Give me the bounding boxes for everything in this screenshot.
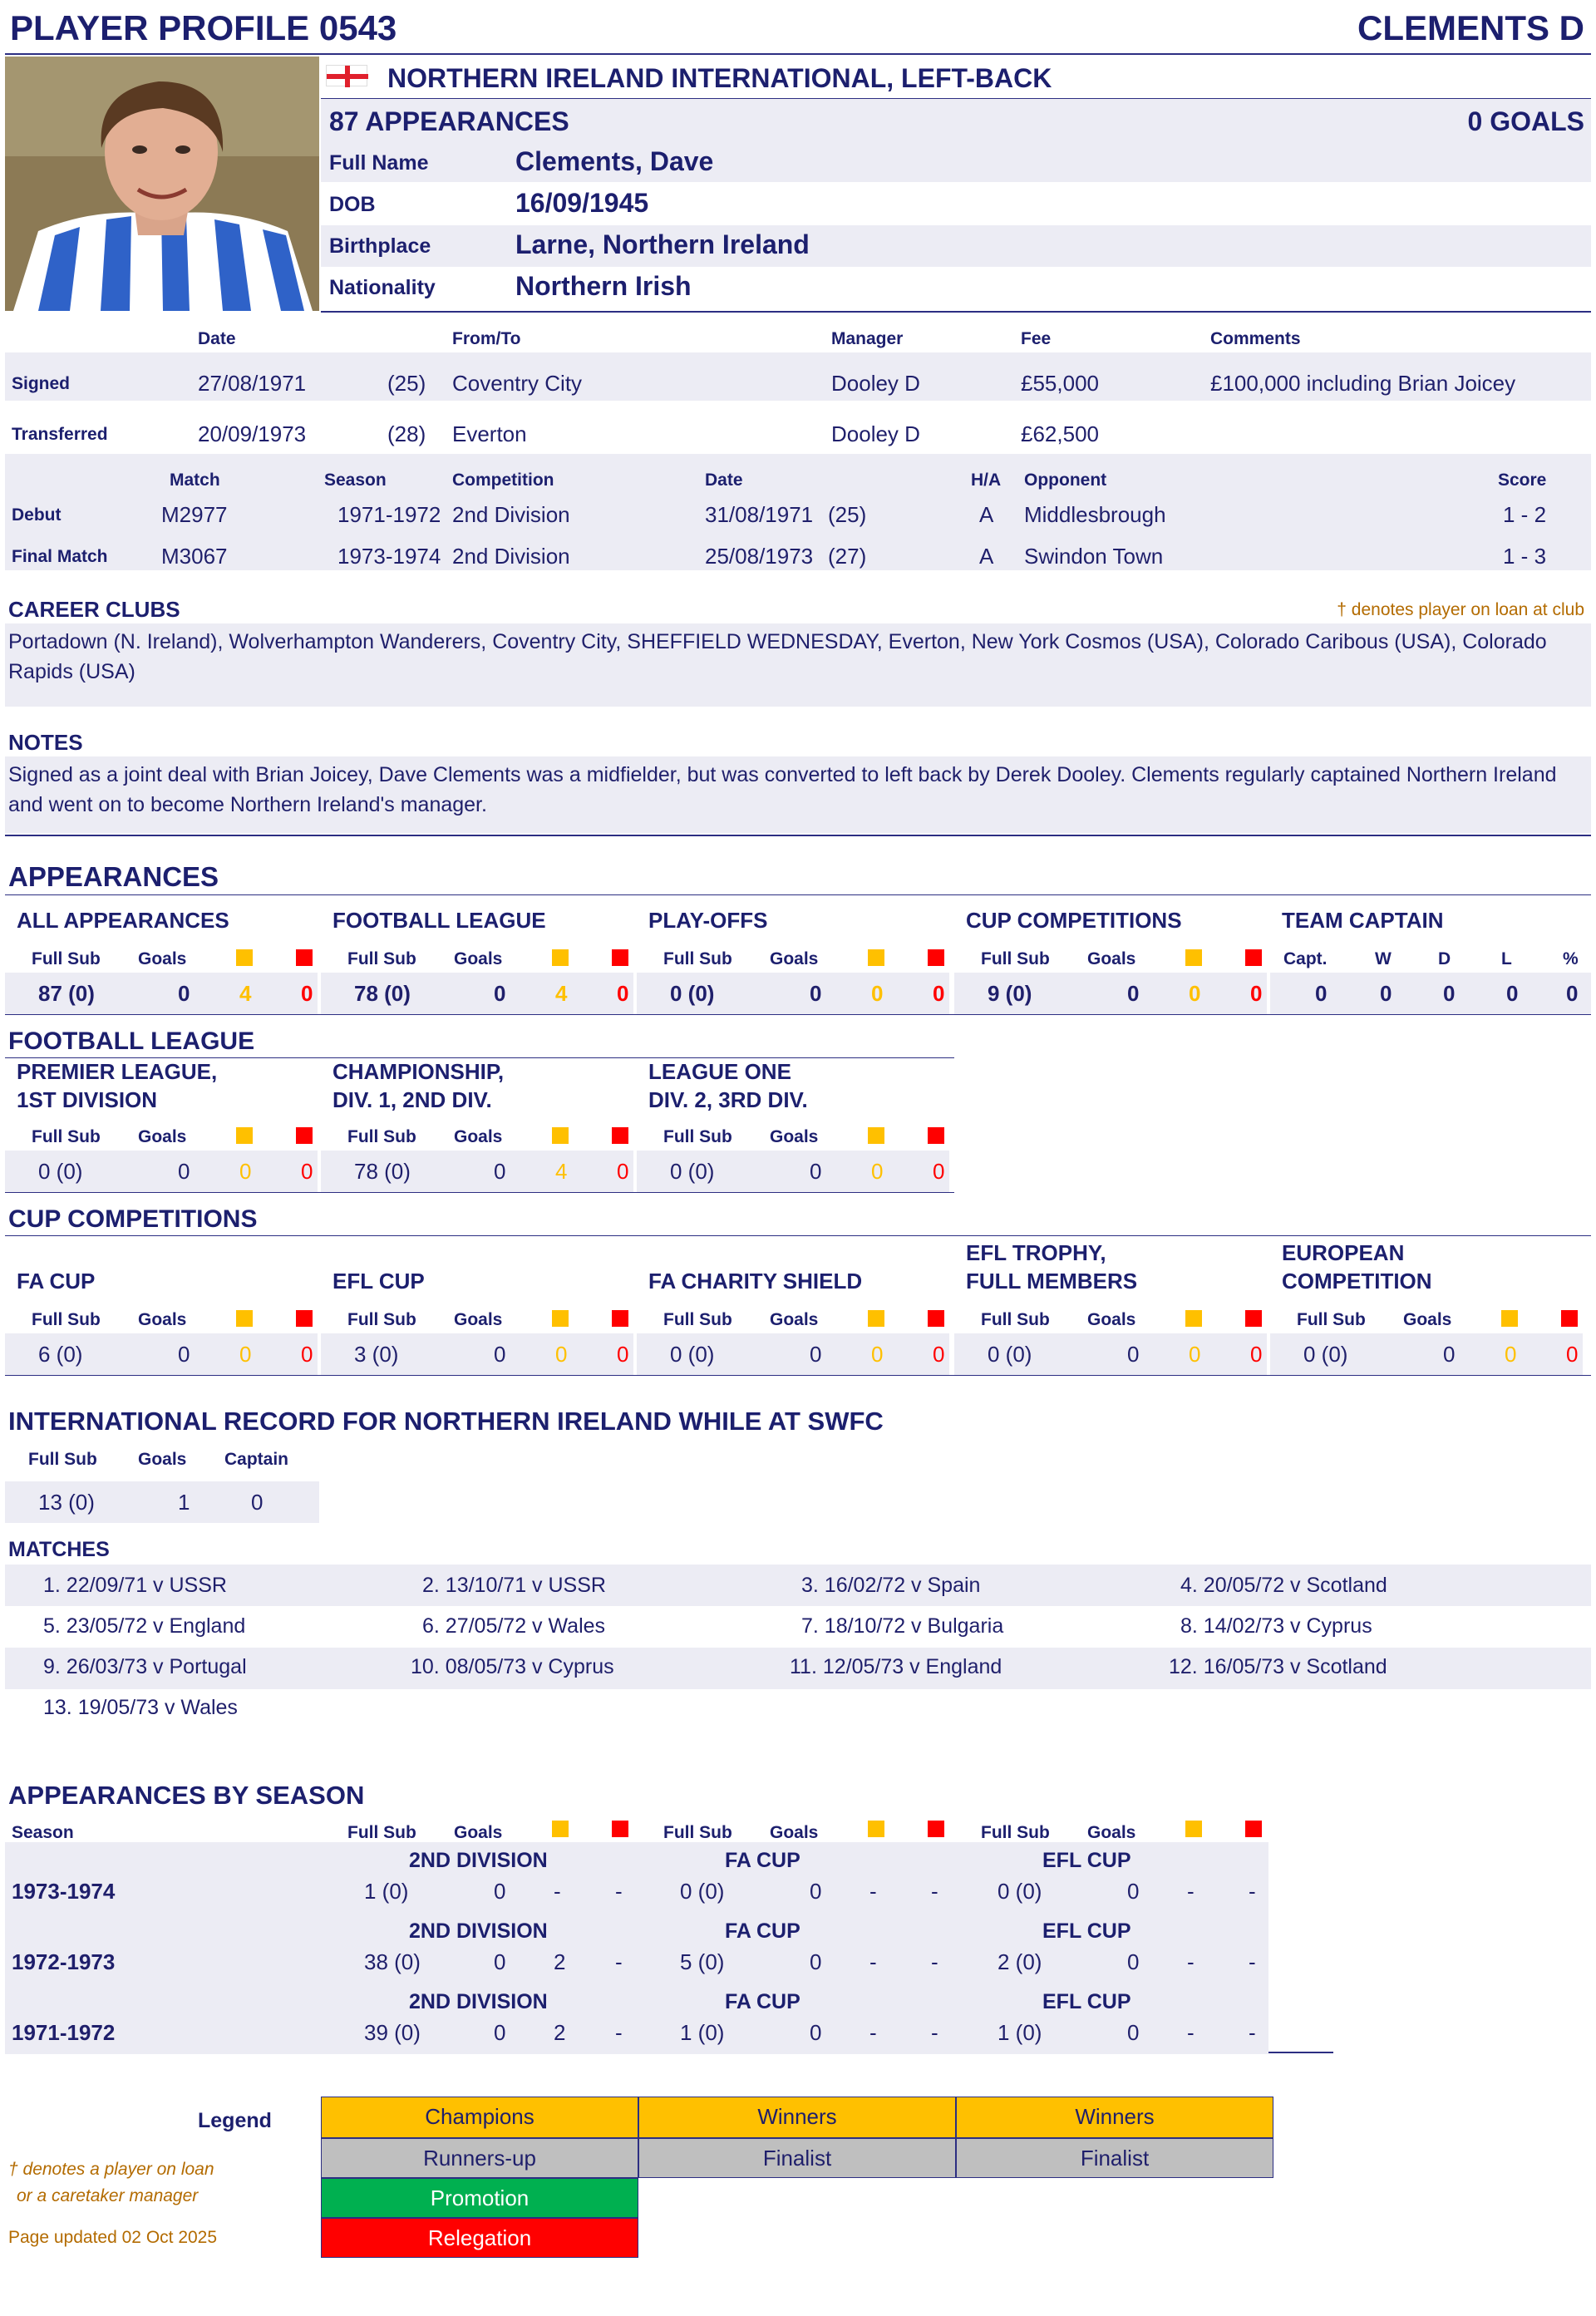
stat-goals: 0 [810,981,822,1006]
stat-yellow: 0 [1505,1342,1517,1367]
intl-match-item: 13. 19/05/73 v Wales [43,1696,238,1719]
stat-goals: 0 [494,981,506,1006]
legend-loan-note: † denotes a player on loan [8,2160,214,2179]
season-yellow: - [554,1879,561,1904]
season-goals: 0 [494,2020,506,2045]
red-card-icon [612,949,628,966]
season-yellow: - [1187,2020,1195,2045]
intl-captain: 0 [251,1490,264,1515]
yellow-card-icon [552,949,569,966]
goals-header: Goals [770,1127,819,1146]
goals-header: Goals [770,949,819,968]
player-short-name: CLEMENTS D [1357,8,1584,47]
international-title: INTERNATIONAL RECORD FOR NORTHERN IRELAND WHILE AT SWFC [8,1407,884,1436]
red-card-icon [928,949,944,966]
transfer-club: Everton [452,421,527,446]
intl-match-item: 9. 26/03/73 v Portugal [43,1655,247,1678]
stat-block-title: ALL APPEARANCES [17,908,229,933]
red-card-icon [612,1310,628,1327]
season-header: Season [12,1823,74,1842]
stat-yellow: 0 [871,981,884,1006]
yellow-card-icon [236,1127,253,1144]
match-header: Competition [452,471,554,490]
stat-yellow: 0 [871,1159,884,1184]
season-apps: 0 (0) [998,1879,1042,1904]
stat-yellow: 0 [1189,1342,1201,1367]
stat-apps: 0 (0) [670,1159,715,1184]
career-clubs-title: CAREER CLUBS [8,597,180,622]
match-header: Date [705,471,743,490]
stat-goals: 0 [810,1159,822,1184]
transfer-fee: £62,500 [1021,421,1099,446]
stat-yellow: 0 [871,1342,884,1367]
northern-ireland-flag-icon [326,65,367,86]
goals-header: Goals [1087,1823,1136,1842]
intl-match-item: 10. 08/05/73 v Cyprus [411,1655,614,1678]
fullsub-header: Full Sub [981,1310,1050,1329]
stat-red: 0 [301,1159,313,1184]
match-score: 1 - 2 [1503,502,1547,527]
legend-winners-1: Winners [638,2097,956,2138]
intl-match-item: 8. 14/02/73 v Cyprus [1180,1614,1372,1638]
season-apps: 1 (0) [364,1879,409,1904]
stat-block-title: EUROPEAN [1282,1240,1405,1265]
fullsub-header: Full Sub [663,1823,732,1842]
stat-block-title: DIV. 1, 2ND DIV. [332,1087,492,1112]
stat-goals: 0 [494,1342,506,1367]
season-yellow: 2 [554,2020,566,2045]
match-id: M3067 [161,544,228,569]
stat-red: 0 [933,1342,945,1367]
season-competition: FA CUP [725,1990,800,2013]
season-yellow: - [869,1879,877,1904]
transfer-age: (28) [387,421,426,446]
team-captain-title: TEAM CAPTAIN [1282,908,1444,933]
stat-block-title: CUP COMPETITIONS [966,908,1182,933]
stat-apps: 0 (0) [670,1342,715,1367]
stat-block-title: FA CUP [17,1269,96,1294]
season-competition: 2ND DIVISION [409,1919,548,1943]
profile-field-label: Birthplace [329,234,431,258]
match-score: 1 - 3 [1503,544,1547,569]
legend-promotion: Promotion [321,2178,638,2218]
match-row-label: Debut [12,505,62,525]
fullsub-header: Full Sub [347,1823,416,1842]
page-updated: Page updated 02 Oct 2025 [8,2228,218,2247]
legend-champions: Champions [321,2097,638,2138]
season-apps: 38 (0) [364,1949,421,1974]
red-card-icon [1245,1821,1262,1837]
stat-red: 0 [301,1342,313,1367]
stat-block-title: FOOTBALL LEAGUE [332,908,546,933]
page-title: PLAYER PROFILE 0543 [10,8,397,47]
fullsub-header: Full Sub [347,1310,416,1329]
red-card-icon [928,1127,944,1144]
red-card-icon [296,1127,313,1144]
stat-goals: 0 [1127,981,1140,1006]
match-header: Season [324,471,387,490]
goals-header: Goals [138,1310,187,1329]
goals-header: Goals [1403,1310,1452,1329]
match-season: 1973-1974 [337,544,441,569]
season-label: 1971-1972 [12,2020,116,2045]
legend-caretaker-note: or a caretaker manager [17,2186,199,2205]
season-apps: 1 (0) [680,2020,725,2045]
match-id: M2977 [161,502,228,527]
fullsub-header: Full Sub [981,1823,1050,1842]
intl-match-item: 4. 20/05/72 v Scotland [1180,1574,1387,1597]
season-red: - [615,1949,623,1974]
stat-block-title: COMPETITION [1282,1269,1432,1294]
profile-field-label: Full Name [329,151,429,175]
season-competition: 2ND DIVISION [409,1849,548,1872]
career-clubs-text: Portadown (N. Ireland), Wolverhampton Wanderers, Coventry City, SHEFFIELD WEDNESDAY, Everton, New York Cosmos (USA), Colorado Caribous (USA), Colorado Rapids (USA) [8,630,1547,683]
stat-goals: 0 [1443,1342,1456,1367]
stat-goals: 0 [178,1159,190,1184]
player-headline: NORTHERN IRELAND INTERNATIONAL, LEFT-BACK [387,63,1052,93]
fullsub-header: Full Sub [32,949,101,968]
season-red: - [1249,1949,1256,1974]
intl-match-item: 11. 12/05/73 v England [790,1655,1002,1678]
season-apps: 1 (0) [998,2020,1042,2045]
appearances-total: 87 APPEARANCES [329,106,569,136]
yellow-card-icon [236,1310,253,1327]
stat-red: 0 [1250,981,1263,1006]
stat-yellow: 0 [239,1342,252,1367]
yellow-card-icon [552,1821,569,1837]
yellow-card-icon [868,1310,884,1327]
captain-header: L [1501,949,1512,968]
goals-header: Goals [454,1823,503,1842]
season-competition: EFL CUP [1042,1919,1131,1943]
stat-red: 0 [617,1159,629,1184]
transfer-club: Coventry City [452,371,583,396]
profile-field-label: DOB [329,193,376,216]
stat-goals: 0 [178,1342,190,1367]
match-opponent: Middlesbrough [1024,502,1166,527]
captain-header: D [1438,949,1451,968]
notes-text: Signed as a joint deal with Brian Joicey, Dave Clements was a midfielder, but was converted to left back by Derek Dooley. Clements regularly captained Northern Ireland and went on to become Northern Ireland's manager. [8,763,1557,816]
fullsub-header: Full Sub [663,1127,732,1146]
season-goals: 0 [1127,1949,1140,1974]
goals-header: Goals [1087,949,1136,968]
stat-red: 0 [617,981,629,1006]
match-ha: A [979,544,994,569]
transfer-age: (25) [387,371,426,396]
stat-apps: 78 (0) [354,1159,411,1184]
yellow-card-icon [1185,1821,1202,1837]
season-yellow: - [1187,1879,1195,1904]
transfer-header: Manager [831,329,904,348]
intl-apps: 13 (0) [38,1490,95,1515]
season-apps: 2 (0) [998,1949,1042,1974]
transfer-row-label: Signed [12,374,71,393]
transfer-manager: Dooley D [831,421,920,446]
season-goals: 0 [1127,2020,1140,2045]
stat-block-title: DIV. 2, 3RD DIV. [648,1087,808,1112]
captain-value: 0 [1506,981,1519,1006]
yellow-card-icon [552,1127,569,1144]
season-competition: EFL CUP [1042,1990,1131,2013]
captain-value: 0 [1443,981,1456,1006]
season-red: - [1249,2020,1256,2045]
stat-red: 0 [1250,1342,1263,1367]
goals-total: 0 GOALS [1467,106,1584,136]
football-league-title: FOOTBALL LEAGUE [8,1027,255,1055]
transfer-header: Comments [1210,329,1301,348]
red-card-icon [1245,949,1262,966]
stat-yellow: 0 [239,1159,252,1184]
stat-goals: 0 [1127,1342,1140,1367]
fullsub-header: Full Sub [663,949,732,968]
season-goals: 0 [810,1879,822,1904]
match-competition: 2nd Division [452,502,570,527]
stat-goals: 0 [178,981,190,1006]
season-competition: FA CUP [725,1849,800,1872]
stat-red: 0 [301,981,313,1006]
red-card-icon [296,949,313,966]
stat-yellow: 4 [555,1159,568,1184]
stat-goals: 0 [810,1342,822,1367]
goals-header: Goals [138,1127,187,1146]
stat-block-title: EFL CUP [332,1269,425,1294]
profile-field-value: Clements, Dave [515,146,714,176]
goals-header: Goals [770,1310,819,1329]
season-competition: 2ND DIVISION [409,1990,548,2013]
match-date: 31/08/1971 [705,502,814,527]
match-header: H/A [971,471,1002,490]
intl-match-item: 12. 16/05/73 v Scotland [1169,1655,1387,1678]
stat-block-title: CHAMPIONSHIP, [332,1059,505,1084]
stat-red: 0 [933,981,945,1006]
fullsub-header: Full Sub [32,1310,101,1329]
season-apps: 5 (0) [680,1949,725,1974]
match-opponent: Swindon Town [1024,544,1164,569]
stat-red: 0 [1566,1342,1579,1367]
stat-apps: 0 (0) [670,981,715,1006]
stat-apps: 9 (0) [988,981,1032,1006]
season-yellow: 2 [554,1949,566,1974]
stat-red: 0 [933,1159,945,1184]
stat-yellow: 4 [555,981,568,1006]
red-card-icon [928,1821,944,1837]
match-header: Opponent [1024,471,1107,490]
season-apps: 39 (0) [364,2020,421,2045]
fullsub-header: Full Sub [347,949,416,968]
transfer-date: 27/08/1971 [198,371,307,396]
transfer-fee: £55,000 [1021,371,1099,396]
player-photo [5,57,319,311]
yellow-card-icon [868,1821,884,1837]
season-apps: 0 (0) [680,1879,725,1904]
goals-header: Goals [1087,1310,1136,1329]
captain-value: 0 [1380,981,1392,1006]
transfer-header: Fee [1021,329,1052,348]
captain-header: W [1375,949,1392,968]
legend-title: Legend [198,2109,272,2132]
season-red: - [931,1879,938,1904]
season-goals: 0 [494,1879,506,1904]
stat-block-title: PLAY-OFFS [648,908,768,933]
transfer-row-label: Transferred [12,425,108,444]
goals-header: Goals [454,1127,503,1146]
cups-bottom-rule [5,1375,1591,1376]
profile-field-value: Northern Irish [515,271,692,301]
captain-header: Capt. [1283,949,1328,968]
match-ha: A [979,502,994,527]
legend-winners-2: Winners [956,2097,1273,2138]
stat-apps: 87 (0) [38,981,95,1006]
season-red: - [931,2020,938,2045]
intl-match-item: 7. 18/10/72 v Bulgaria [801,1614,1004,1638]
stat-block-title: EFL TROPHY, [966,1240,1106,1265]
goals-header: Goals [454,1310,503,1329]
stat-apps: 6 (0) [38,1342,83,1367]
red-card-icon [1561,1310,1578,1327]
match-row-label: Final Match [12,547,108,566]
profile-field-value: Larne, Northern Ireland [515,229,810,259]
season-yellow: - [869,1949,877,1974]
red-card-icon [612,1821,628,1837]
yellow-card-icon [552,1310,569,1327]
profile-field-value: 16/09/1945 [515,188,649,218]
intl-match-item: 1. 22/09/71 v USSR [43,1574,227,1597]
fullsub-header: Full Sub [32,1127,101,1146]
intl-match-item: 5. 23/05/72 v England [43,1614,246,1638]
stat-yellow: 0 [555,1342,568,1367]
intl-match-item: 3. 16/02/72 v Spain [801,1574,981,1597]
match-age: (27) [828,544,867,569]
goals-header: Goals [138,949,187,968]
stat-block-title: 1ST DIVISION [17,1087,158,1112]
match-season: 1971-1972 [337,502,441,527]
loan-note: † denotes player on loan at club [1337,600,1584,619]
match-age: (25) [828,502,867,527]
cup-competitions-title: CUP COMPETITIONS [8,1205,258,1233]
yellow-card-icon [1185,949,1202,966]
transfer-comments: £100,000 including Brian Joicey [1210,371,1516,396]
match-header: Match [170,471,220,490]
intl-match-item: 2. 13/10/71 v USSR [422,1574,606,1597]
stat-block-title: LEAGUE ONE [648,1059,791,1084]
season-goals: 0 [494,1949,506,1974]
stat-block-title: FA CHARITY SHIELD [648,1269,863,1294]
transfer-date: 20/09/1973 [198,421,307,446]
fullsub-header: Full Sub [1297,1310,1366,1329]
yellow-card-icon [868,949,884,966]
yellow-card-icon [1185,1310,1202,1327]
red-card-icon [296,1310,313,1327]
profile-field-label: Nationality [329,276,436,299]
stat-apps: 3 (0) [354,1342,399,1367]
transfer-header: From/To [452,329,521,348]
stat-apps: 78 (0) [354,981,411,1006]
intl-match-item: 6. 27/05/72 v Wales [422,1614,606,1638]
season-red: - [931,1949,938,1974]
season-goals: 0 [810,1949,822,1974]
legend-runners-up: Runners-up [321,2138,638,2178]
season-yellow: - [869,2020,877,2045]
captain-value: 0 [1315,981,1328,1006]
match-date: 25/08/1973 [705,544,814,569]
appearances-bottom-rule [5,1014,1591,1015]
season-competition: EFL CUP [1042,1849,1131,1872]
stat-apps: 0 (0) [1303,1342,1348,1367]
by-season-title: APPEARANCES BY SEASON [8,1781,365,1810]
captain-value: 0 [1566,981,1579,1006]
transfer-header: Date [198,329,236,348]
intl-fullsub-header: Full Sub [28,1450,97,1469]
season-yellow: - [1187,1949,1195,1974]
season-goals: 0 [810,2020,822,2045]
yellow-card-icon [1501,1310,1518,1327]
league-bottom-rule [5,1192,954,1193]
intl-goals: 1 [178,1490,190,1515]
match-competition: 2nd Division [452,544,570,569]
season-red: - [615,1879,623,1904]
fullsub-header: Full Sub [663,1310,732,1329]
transfer-manager: Dooley D [831,371,920,396]
notes-title: NOTES [8,730,83,755]
captain-header: % [1563,949,1579,968]
stat-yellow: 0 [1189,981,1201,1006]
stat-block-title: PREMIER LEAGUE, [17,1059,218,1084]
season-competition: FA CUP [725,1919,800,1943]
goals-header: Goals [770,1823,819,1842]
matches-title: MATCHES [8,1538,110,1561]
intl-captain-header: Captain [224,1450,289,1469]
red-card-icon [1245,1310,1262,1327]
stat-apps: 0 (0) [38,1159,83,1184]
appearances-title: APPEARANCES [8,861,219,892]
season-label: 1973-1974 [12,1879,116,1904]
red-card-icon [612,1127,628,1144]
red-card-icon [928,1310,944,1327]
season-red: - [1249,1879,1256,1904]
stat-red: 0 [617,1342,629,1367]
season-red: - [615,2020,623,2045]
legend-relegation: Relegation [321,2218,638,2258]
fullsub-header: Full Sub [981,949,1050,968]
stat-goals: 0 [494,1159,506,1184]
yellow-card-icon [868,1127,884,1144]
match-header: Score [1498,471,1547,490]
stat-apps: 0 (0) [988,1342,1032,1367]
legend-finalist-2: Finalist [956,2138,1273,2178]
goals-header: Goals [454,949,503,968]
season-label: 1972-1973 [12,1949,116,1974]
legend-finalist-1: Finalist [638,2138,956,2178]
stat-yellow: 4 [239,981,252,1006]
fullsub-header: Full Sub [347,1127,416,1146]
intl-goals-header: Goals [138,1450,187,1469]
yellow-card-icon [236,949,253,966]
season-goals: 0 [1127,1879,1140,1904]
stat-block-title: FULL MEMBERS [966,1269,1138,1294]
